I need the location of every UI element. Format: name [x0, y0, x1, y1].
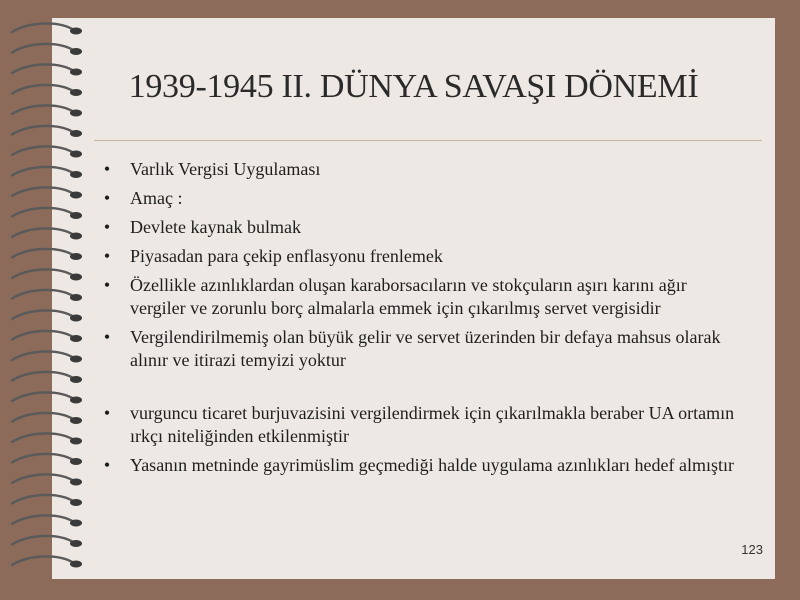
bullet-text: Varlık Vergisi Uygulaması	[130, 159, 321, 179]
bullet-text: Yasanın metninde gayrimüslim geçmediği halde uygulama azınlıkları hedef almıştır	[130, 455, 735, 475]
bullet-text: Vergilendirilmemiş olan büyük gelir ve servet üzerinden bir defaya mahsus olarak alınır ve itirazi temyizi yoktur	[130, 327, 721, 370]
bullet-text: Amaç :	[130, 188, 183, 208]
spiral-ring	[12, 536, 82, 547]
spiral-ring	[12, 228, 82, 239]
page-number: 123	[741, 542, 763, 557]
bullet-item	[100, 158, 740, 181]
bullet-text: Özellikle azınlıklardan oluşan karaborsacıların ve stokçuların aşırı karını ağır vergiler ve zorunlu borç almalarla emmek için çıkarılmış servet vergisidir	[130, 275, 687, 318]
spiral-binding-icon	[8, 18, 88, 578]
bullet-item	[100, 216, 740, 239]
bullet-list	[100, 158, 740, 483]
spiral-ring	[12, 85, 82, 96]
bullet-marker: •	[103, 275, 111, 295]
spiral-ring	[12, 495, 82, 506]
bullet-marker: •	[103, 455, 111, 475]
spiral-ring	[12, 167, 82, 178]
bullet-text: vurguncu ticaret burjuvazisini vergilendirmek için çıkarılmakla beraber UA ortamın ırkçı niteliğinden etkilenmiştir	[130, 403, 735, 446]
bullet-item	[100, 187, 740, 210]
bullet-marker: •	[103, 246, 111, 266]
spiral-ring	[12, 126, 82, 137]
spiral-ring	[12, 433, 82, 444]
spiral-ring	[12, 146, 82, 157]
spiral-ring	[12, 64, 82, 75]
spiral-ring	[12, 44, 82, 55]
bullet-item	[100, 245, 740, 268]
bullet-item	[100, 274, 740, 320]
bullet-marker: •	[103, 327, 111, 347]
spiral-ring	[12, 208, 82, 219]
spiral-ring	[12, 187, 82, 198]
bullet-item	[100, 402, 740, 448]
spiral-ring	[12, 556, 82, 567]
spiral-ring	[12, 23, 82, 34]
bullet-marker: •	[103, 188, 111, 208]
spiral-ring	[12, 290, 82, 301]
bullet-item	[100, 454, 740, 477]
title-divider	[94, 140, 762, 141]
bullet-text: Piyasadan para çekip enflasyonu frenlemek	[130, 246, 443, 266]
spiral-ring	[12, 413, 82, 424]
spiral-ring	[12, 249, 82, 260]
spiral-ring	[12, 372, 82, 383]
bullet-marker: •	[103, 217, 111, 237]
bullet-item	[100, 326, 740, 372]
spiral-ring	[12, 269, 82, 280]
spiral-ring	[12, 454, 82, 465]
spiral-ring	[12, 515, 82, 526]
bullet-marker: •	[103, 403, 111, 423]
slide-title: 1939-1945 II. DÜNYA SAVAŞI DÖNEMİ	[128, 68, 699, 105]
spiral-ring	[12, 392, 82, 403]
spiral-ring	[12, 331, 82, 342]
bullet-marker: •	[103, 159, 111, 179]
spiral-ring	[12, 351, 82, 362]
bullet-text: Devlete kaynak bulmak	[130, 217, 301, 237]
spiral-ring	[12, 310, 82, 321]
spiral-ring	[12, 474, 82, 485]
spiral-ring	[12, 105, 82, 116]
slide-page	[52, 18, 775, 579]
